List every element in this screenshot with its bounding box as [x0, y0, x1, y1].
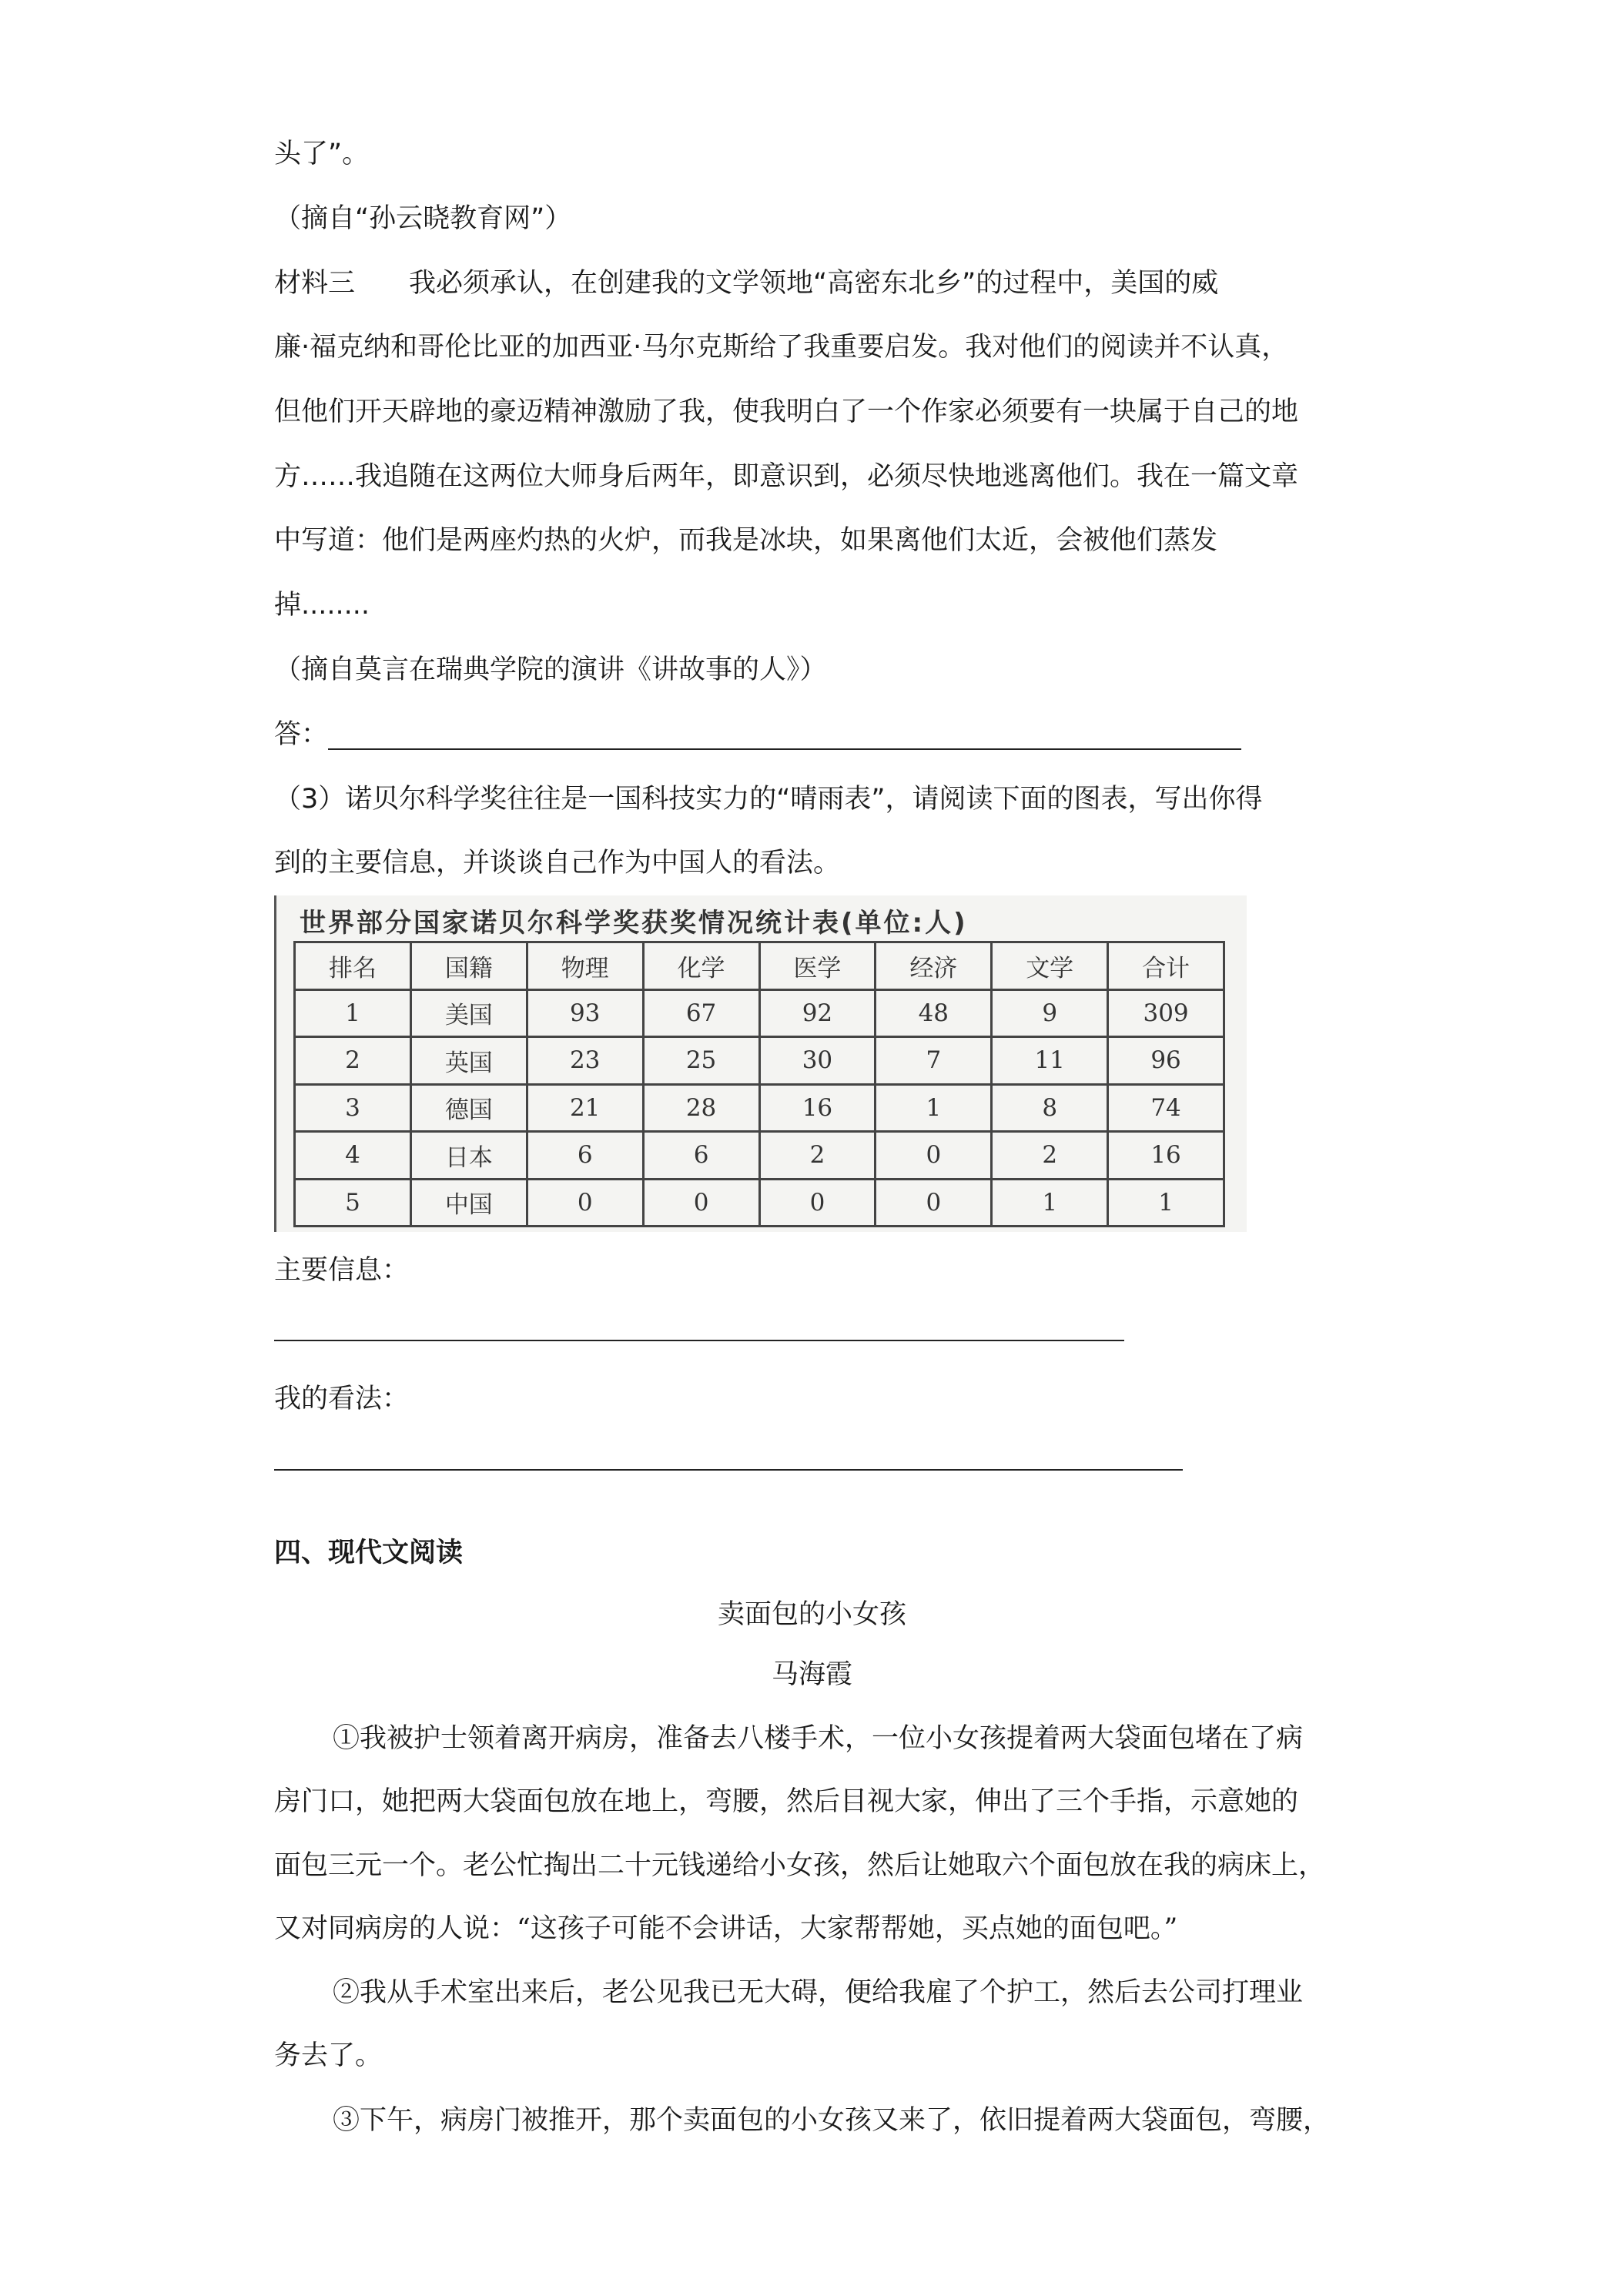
table-cell: 0	[759, 1179, 876, 1227]
article-paragraph-line: 面包三元一个。老公忙掏出二十元钱递给小女孩，然后让她取六个面包放在我的病床上，	[274, 1850, 1326, 1881]
table-title: 世界部分国家诺贝尔科学奖获奖情况统计表(单位:人)	[300, 908, 968, 939]
table-cell: 5	[295, 1179, 411, 1227]
table-cell: 中国	[410, 1179, 527, 1227]
table-cell: 30	[759, 1037, 876, 1085]
table-cell: 7	[876, 1037, 992, 1085]
header-cell: 化学	[643, 942, 759, 990]
table-cell: 2	[992, 1132, 1108, 1180]
table-cell: 2	[295, 1037, 411, 1085]
table-cell: 25	[643, 1037, 759, 1085]
table-cell: 96	[1108, 1037, 1224, 1085]
table-cell: 74	[1108, 1084, 1224, 1132]
material-3-line: 材料三 我必须承认，在创建我的文学领地“高密东北乡”的过程中，美国的威	[274, 268, 1219, 299]
section-heading: 四、现代文阅读	[274, 1538, 464, 1568]
article-title: 卖面包的小女孩	[717, 1599, 906, 1630]
source-note: （摘自“孙云晓教育网”）	[274, 203, 572, 234]
text-line: 头了”。	[274, 139, 370, 169]
table-row	[295, 1179, 1224, 1227]
table-cell: 67	[643, 989, 759, 1037]
table-cell: 16	[759, 1084, 876, 1132]
header-cell: 物理	[527, 942, 643, 990]
my-view-label: 我的看法：	[274, 1384, 410, 1414]
table-cell: 0	[876, 1179, 992, 1227]
article-paragraph-line: 又对同病房的人说：“这孩子可能不会讲话，大家帮帮她，买点她的面包吧。”	[274, 1913, 1178, 1944]
table-cell: 1	[992, 1179, 1108, 1227]
header-cell: 文学	[992, 942, 1108, 990]
table-cell: 21	[527, 1084, 643, 1132]
table-cell: 6	[527, 1132, 643, 1180]
header-cell: 合计	[1108, 942, 1224, 990]
header-cell: 经济	[876, 942, 992, 990]
text-line: 但他们开天辟地的豪迈精神激励了我，使我明白了一个作家必须要有一块属于自己的地	[274, 397, 1299, 427]
table-cell: 日本	[410, 1132, 527, 1180]
table-row	[295, 1037, 1224, 1085]
article-paragraph-line: 房门口，她把两大袋面包放在地上，弯腰，然后目视大家，伸出了三个手指，示意她的	[274, 1786, 1299, 1817]
table-cell: 美国	[410, 989, 527, 1037]
main-info-label: 主要信息：	[274, 1255, 410, 1286]
answer-line[interactable]	[328, 748, 1241, 750]
main-info-answer-line[interactable]	[274, 1340, 1124, 1341]
header-cell: 国籍	[410, 942, 527, 990]
table-cell: 0	[527, 1179, 643, 1227]
nobel-statistics-table-image	[274, 895, 1247, 1232]
table-cell: 0	[876, 1132, 992, 1180]
table-cell: 2	[759, 1132, 876, 1180]
table-row	[295, 989, 1224, 1037]
text-line: 中写道：他们是两座灼热的火炉，而我是冰块，如果离他们太近，会被他们蒸发	[274, 525, 1218, 556]
article-paragraph-line: 务去了。	[274, 2040, 383, 2071]
header-cell: 排名	[295, 942, 411, 990]
table-cell: 28	[643, 1084, 759, 1132]
header-cell: 医学	[759, 942, 876, 990]
table-cell: 0	[643, 1179, 759, 1227]
table-cell: 1	[876, 1084, 992, 1132]
table-cell: 23	[527, 1037, 643, 1085]
table-header-row	[295, 942, 1224, 990]
table-cell: 4	[295, 1132, 411, 1180]
table-cell: 9	[992, 989, 1108, 1037]
article-paragraph-line: ①我被护士领着离开病房，准备去八楼手术，一位小女孩提着两大袋面包堵在了病	[333, 1723, 1304, 1754]
table-row	[295, 1132, 1224, 1180]
question-3-line: 到的主要信息，并谈谈自己作为中国人的看法。	[274, 848, 841, 879]
text-line: 廉·福克纳和哥伦比亚的加西亚·马尔克斯给了我重要启发。我对他们的阅读并不认真，	[274, 332, 1289, 363]
source-note: （摘自莫言在瑞典学院的演讲《讲故事的人》）	[274, 654, 827, 685]
table-cell: 6	[643, 1132, 759, 1180]
article-paragraph-line: ②我从手术室出来后，老公见我已无大碍，便给我雇了个护工，然后去公司打理业	[333, 1977, 1304, 2008]
my-view-answer-line[interactable]	[274, 1469, 1183, 1471]
table-row	[295, 1084, 1224, 1132]
table-cell: 16	[1108, 1132, 1224, 1180]
nobel-statistics-table	[293, 941, 1225, 1227]
table-cell: 德国	[410, 1084, 527, 1132]
table-cell: 8	[992, 1084, 1108, 1132]
answer-label: 答：	[274, 719, 329, 750]
text-line: 掉........	[274, 590, 370, 621]
article-author: 马海霞	[771, 1659, 852, 1690]
table-cell: 11	[992, 1037, 1108, 1085]
table-cell: 48	[876, 989, 992, 1037]
table-cell: 英国	[410, 1037, 527, 1085]
table-cell: 93	[527, 989, 643, 1037]
table-cell: 1	[295, 989, 411, 1037]
table-cell: 3	[295, 1084, 411, 1132]
table-cell: 92	[759, 989, 876, 1037]
article-paragraph-line: ③下午，病房门被推开，那个卖面包的小女孩又来了，依旧提着两大袋面包，弯腰，	[333, 2105, 1331, 2136]
question-3-line: （3）诺贝尔科学奖往往是一国科技实力的“晴雨表”，请阅读下面的图表，写出你得	[274, 784, 1263, 815]
text-line: 方……我追随在这两位大师身后两年，即意识到，必须尽快地逃离他们。我在一篇文章	[274, 461, 1299, 492]
table-cell: 309	[1108, 989, 1224, 1037]
table-cell: 1	[1108, 1179, 1224, 1227]
